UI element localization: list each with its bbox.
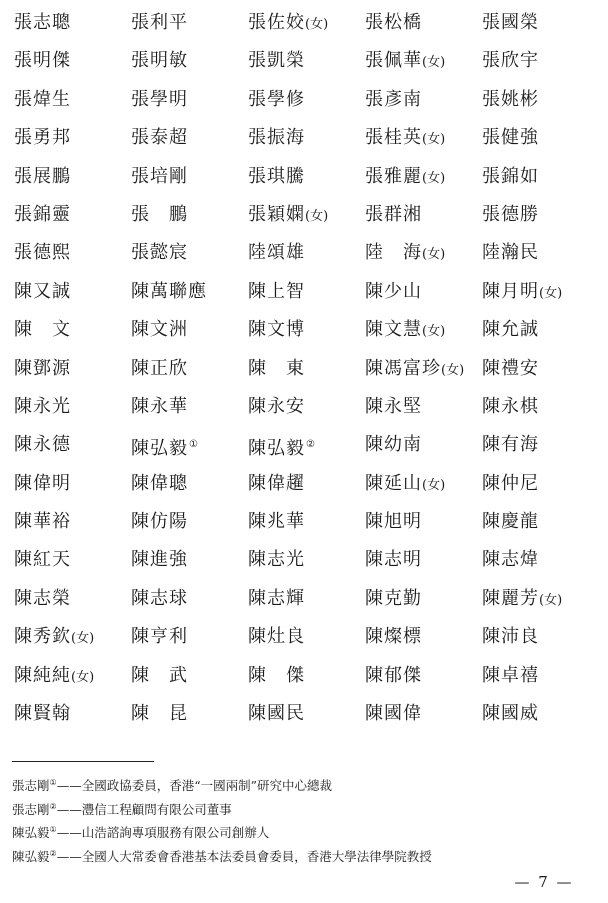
name-text: 張群湘 <box>365 203 422 225</box>
name-entry <box>14 657 131 695</box>
name-text: 張健強 <box>482 127 539 149</box>
name-entry <box>248 234 365 272</box>
name-entry <box>482 234 604 272</box>
name-entry <box>131 273 248 311</box>
name-entry <box>482 657 604 695</box>
name-entry <box>482 580 604 618</box>
gender-note: (女) <box>422 170 446 186</box>
name-text: 陳純純 <box>14 664 71 686</box>
name-text: 陳永安 <box>248 395 305 417</box>
name-text: 張德勝 <box>482 203 539 225</box>
name-entry <box>365 541 482 579</box>
footnote-text: ——全國政協委員，香港“一國兩制”研究中心總裁 <box>56 778 332 793</box>
name-entry <box>482 426 604 464</box>
name-entry <box>131 580 248 618</box>
name-text: 陳偉趯 <box>248 472 305 494</box>
gender-note: (女) <box>305 208 329 224</box>
name-text: 陳 武 <box>131 664 188 686</box>
name-text: 陳慶龍 <box>482 511 539 533</box>
footnote-name: 陳弘毅 <box>12 848 50 864</box>
name-entry <box>365 503 482 541</box>
name-text: 陳文博 <box>248 319 305 341</box>
name-entry <box>131 196 248 234</box>
name-text: 張松橋 <box>365 12 422 33</box>
name-text: 陸瀚民 <box>482 242 539 264</box>
name-entry <box>248 350 365 388</box>
name-entry <box>248 4 365 42</box>
name-entry <box>131 42 248 80</box>
gender-note: (女) <box>422 477 446 493</box>
name-entry <box>131 311 248 349</box>
footnote-mark: ② <box>49 801 57 811</box>
name-entry <box>14 388 131 426</box>
name-entry <box>482 695 604 733</box>
footnote-mark: ① <box>189 439 199 451</box>
gender-note: (女) <box>422 55 446 71</box>
name-text: 陸 海 <box>365 242 422 264</box>
name-entry <box>131 81 248 119</box>
name-entry <box>14 42 131 80</box>
name-entry <box>365 350 482 388</box>
name-text: 張明傑 <box>14 50 71 72</box>
name-text: 張泰超 <box>131 127 188 149</box>
name-entry <box>14 158 131 196</box>
name-text: 張展鵬 <box>14 165 71 187</box>
name-text: 陳志煒 <box>482 549 539 571</box>
name-entry <box>14 618 131 656</box>
name-text: 陳志明 <box>365 549 422 571</box>
name-text: 張琪騰 <box>248 165 305 187</box>
name-text: 陳馮富珍 <box>365 357 441 379</box>
footnote-text: ——全國人大常委會香港基本法委員會委員，香港大學法律學院教授 <box>56 848 432 864</box>
name-text: 張 鵬 <box>131 203 188 225</box>
name-entry <box>365 196 482 234</box>
name-entry <box>365 119 482 157</box>
name-text: 陳弘毅 <box>131 438 188 460</box>
name-text: 張煒生 <box>14 88 71 110</box>
name-text: 陳志光 <box>248 549 305 571</box>
name-entry <box>482 42 604 80</box>
name-entry <box>248 503 365 541</box>
name-entry <box>14 119 131 157</box>
gender-note: (女) <box>539 592 563 608</box>
name-text: 張勇邦 <box>14 127 71 149</box>
name-entry <box>365 426 482 464</box>
name-entry <box>248 541 365 579</box>
name-entry <box>482 196 604 234</box>
footnote-divider <box>12 761 154 762</box>
footnote-text: ——灃信工程顧問有限公司董事 <box>56 801 232 817</box>
name-entry <box>482 158 604 196</box>
footnote-item <box>12 797 592 821</box>
name-text: 陳克勤 <box>365 587 422 609</box>
name-text: 陳永德 <box>14 434 71 456</box>
name-entry <box>365 234 482 272</box>
gender-note: (女) <box>422 324 446 340</box>
name-text: 張懿宸 <box>131 242 188 264</box>
name-entry <box>248 311 365 349</box>
name-text: 張欣宇 <box>482 50 539 72</box>
gender-note: (女) <box>422 247 446 263</box>
name-entry <box>14 580 131 618</box>
name-entry <box>131 388 248 426</box>
name-text: 陳秀欽 <box>14 626 71 648</box>
name-text: 陳旭明 <box>365 511 422 533</box>
name-entry <box>131 541 248 579</box>
name-text: 陳萬聯應 <box>131 280 207 302</box>
name-text: 陳兆華 <box>248 511 305 533</box>
name-entry <box>365 273 482 311</box>
name-text: 陳國民 <box>248 703 305 725</box>
name-entry <box>365 311 482 349</box>
name-text: 陳仿陽 <box>131 511 188 533</box>
name-text: 陳賢翰 <box>14 703 71 725</box>
name-entry <box>365 388 482 426</box>
gender-note: (女) <box>305 17 329 32</box>
name-entry <box>365 657 482 695</box>
name-entry <box>14 503 131 541</box>
name-entry <box>482 618 604 656</box>
name-text: 陳卓禧 <box>482 664 539 686</box>
name-entry <box>248 465 365 503</box>
name-entry <box>131 657 248 695</box>
name-text: 陳麗芳 <box>482 587 539 609</box>
name-entry <box>482 541 604 579</box>
name-text: 張錦如 <box>482 165 539 187</box>
footnotes <box>12 773 592 867</box>
name-text: 張志聰 <box>14 12 71 33</box>
footnote-name: 張志剛 <box>12 801 50 817</box>
name-text: 陳上智 <box>248 280 305 302</box>
name-text: 陳華裕 <box>14 511 71 533</box>
name-entry <box>131 695 248 733</box>
footnote-name: 張志剛 <box>12 778 50 793</box>
name-text: 張明敏 <box>131 50 188 72</box>
name-entry <box>248 618 365 656</box>
name-text: 張姚彬 <box>482 88 539 110</box>
name-text: 陳志球 <box>131 587 188 609</box>
name-entry <box>14 465 131 503</box>
name-text: 張佩華 <box>365 50 422 72</box>
name-entry <box>482 465 604 503</box>
name-entry <box>482 311 604 349</box>
name-entry <box>14 350 131 388</box>
name-text: 張國榮 <box>482 12 539 33</box>
name-text: 張桂英 <box>365 127 422 149</box>
footnote-name: 陳弘毅 <box>12 825 50 841</box>
name-text: 張學修 <box>248 88 305 110</box>
name-entry <box>248 273 365 311</box>
name-entry <box>482 273 604 311</box>
name-entry <box>131 234 248 272</box>
gender-note: (女) <box>539 285 563 301</box>
name-entry <box>365 158 482 196</box>
name-entry <box>248 388 365 426</box>
name-entry <box>482 388 604 426</box>
name-text: 陳志輝 <box>248 587 305 609</box>
name-entry <box>482 81 604 119</box>
name-entry <box>248 657 365 695</box>
gender-note: (女) <box>422 132 446 148</box>
name-text: 張雅麗 <box>365 165 422 187</box>
name-text: 陳鄧源 <box>14 357 71 379</box>
name-entry <box>365 580 482 618</box>
name-text: 陸頌雄 <box>248 242 305 264</box>
name-text: 陳紅天 <box>14 549 71 571</box>
name-text: 陳沛良 <box>482 626 539 648</box>
name-text: 陳仲尼 <box>482 472 539 494</box>
name-text: 陳 傑 <box>248 664 305 686</box>
gender-note: (女) <box>441 362 465 378</box>
name-text: 陳又誠 <box>14 280 71 302</box>
name-entry <box>14 273 131 311</box>
footnote-mark: ① <box>49 778 57 787</box>
name-entry <box>482 350 604 388</box>
name-text: 陳進強 <box>131 549 188 571</box>
name-entry <box>14 234 131 272</box>
name-entry <box>131 503 248 541</box>
name-text: 陳文洲 <box>131 319 188 341</box>
name-entry <box>131 618 248 656</box>
name-entry <box>365 618 482 656</box>
name-text: 陳亨利 <box>131 626 188 648</box>
name-entry <box>248 119 365 157</box>
gender-note: (女) <box>71 631 95 647</box>
name-text: 張學明 <box>131 88 188 110</box>
name-text: 張錦靈 <box>14 203 71 225</box>
name-text: 陳幼南 <box>365 434 422 456</box>
footnote-item <box>12 773 592 797</box>
name-text: 陳郁傑 <box>365 664 422 686</box>
name-entry <box>14 311 131 349</box>
footnote-item <box>12 844 592 868</box>
name-entry <box>365 42 482 80</box>
name-text: 陳有海 <box>482 434 539 456</box>
name-text: 陳志榮 <box>14 587 71 609</box>
name-entry <box>482 4 604 42</box>
name-text: 陳灶良 <box>248 626 305 648</box>
name-text: 陳永棋 <box>482 395 539 417</box>
footnote-mark: ② <box>306 439 316 451</box>
name-entry <box>131 465 248 503</box>
footnote-text: ——山浩諮詢專項服務有限公司創辦人 <box>56 825 270 841</box>
name-text: 張佐姣 <box>248 12 305 33</box>
name-text: 張彥南 <box>365 88 422 110</box>
name-entry <box>14 426 131 464</box>
name-text: 陳正欣 <box>131 357 188 379</box>
name-text: 陳偉聰 <box>131 472 188 494</box>
name-text: 張德熙 <box>14 242 71 264</box>
page-number: — 7 — <box>514 873 574 891</box>
name-text: 陳永堅 <box>365 395 422 417</box>
name-entry <box>131 350 248 388</box>
name-text: 陳燦標 <box>365 626 422 648</box>
name-text: 陳 文 <box>14 319 71 341</box>
name-text: 陳永光 <box>14 395 71 417</box>
name-entry <box>248 158 365 196</box>
name-text: 張凱榮 <box>248 50 305 72</box>
name-entry <box>482 503 604 541</box>
name-entry <box>131 4 248 42</box>
name-text: 陳國偉 <box>365 703 422 725</box>
name-list <box>14 4 604 733</box>
name-entry <box>365 695 482 733</box>
name-text: 陳偉明 <box>14 472 71 494</box>
name-entry <box>248 196 365 234</box>
name-entry <box>14 541 131 579</box>
name-text: 陳 東 <box>248 357 305 379</box>
name-entry <box>248 42 365 80</box>
name-text: 陳永華 <box>131 395 188 417</box>
name-entry <box>248 695 365 733</box>
name-entry <box>365 81 482 119</box>
name-text: 張振海 <box>248 127 305 149</box>
footnote-item <box>12 820 592 844</box>
name-entry <box>131 158 248 196</box>
name-entry <box>131 119 248 157</box>
name-text: 陳弘毅 <box>248 438 305 460</box>
name-text: 陳禮安 <box>482 357 539 379</box>
name-entry <box>14 4 131 42</box>
name-entry <box>14 695 131 733</box>
name-text: 張利平 <box>131 12 188 33</box>
name-text: 陳國威 <box>482 703 539 725</box>
name-entry <box>248 580 365 618</box>
gender-note: (女) <box>71 669 95 685</box>
name-entry <box>365 465 482 503</box>
footnote-mark: ② <box>49 848 57 858</box>
name-text: 陳文慧 <box>365 319 422 341</box>
name-entry <box>14 196 131 234</box>
name-text: 陳月明 <box>482 280 539 302</box>
name-entry <box>14 81 131 119</box>
name-entry <box>131 426 248 464</box>
footnote-mark: ① <box>49 825 57 835</box>
name-entry <box>365 4 482 42</box>
name-text: 陳少山 <box>365 280 422 302</box>
name-entry <box>482 119 604 157</box>
name-entry <box>248 426 365 464</box>
name-text: 陳 昆 <box>131 703 188 725</box>
name-text: 陳允誠 <box>482 319 539 341</box>
name-text: 陳延山 <box>365 472 422 494</box>
name-entry <box>248 81 365 119</box>
name-text: 張培剛 <box>131 165 188 187</box>
name-text: 張穎嫻 <box>248 203 305 225</box>
